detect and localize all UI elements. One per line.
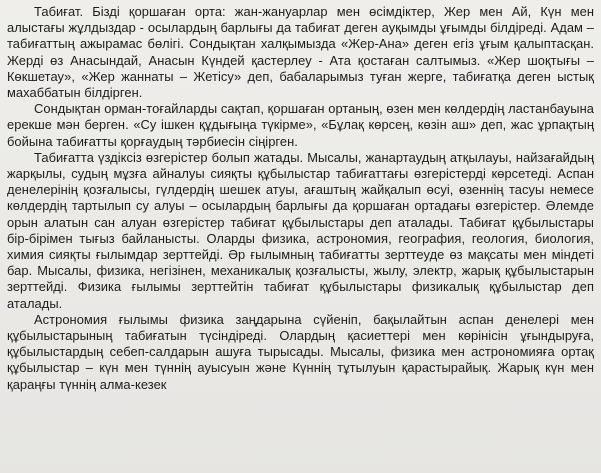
paragraph-phenomena: Табиғатта үздіксіз өзгерістер болып жатады. Мысалы, жанартаудың атқылауы, найзағайдың жарқылы, судың мұзға айналуы сияқты құбылыстар табиғаттағы өзгерістерді көрсетеді. Аспан денелерінің қозғалысы, гүлдердің шешек атуы, ағаштың жайқалып өсуі, өзеннің тасуы немесе көлдердің тартылып су алуы – осылардың барлығы да қоршаған ортадағы өзгерістер. Әлемде орын алатын сан алуан өзгерістер табиғат құбылыстары деп аталады. Табиғат құбылыстары бір-бірімен тығыз байланысты. Оларды физика, астрономия, география, геология, биология, химия сияқты ғылымдар зерттейді. Әр ғылымның табиғатты зерттеуде өз мақсаты мен міндеті бар. Мысалы, физика, негізінен, механикалық қозғалысты, жылу, электр, жарық құбылыстарын зерттейді. Физика ғылымы зерттейтін табиғат құбылыстары физикалық құбылыстар деп аталады. [7, 149, 594, 311]
paragraph-astronomy: Астрономия ғылымы физика заңдарына сүйеніп, бақылайтын аспан денелері мен құбылыстарының табиғатын түсіндіреді. Олардың қасиеттері мен көрінісін ұғындыруға, құбылыстардың себеп-салдарын ашуға тырысады. Мысалы, физика мен астрономияға ортақ құбылыстар – күн мен түннің ауысуын және Күннің тұтылуын қарастырайық. Жарық күн мен қараңғы түннің алма-кезек [7, 311, 594, 392]
paragraph-protection: Сондықтан орман-тоғайларды сақтап, қоршаған ортаның, өзен мен көлдердің ластанбауына ерекше мән берген. «Су ішкен құдығыңа түкірме», «Бұлақ көрсең, көзін аш» деп, жас ұрпақтың бойына табиғатты қорғаудың тәрбиесін сіңірген. [7, 101, 594, 149]
paragraph-nature-intro: Табиғат. Бізді қоршаған орта: жан-жануарлар мен өсімдіктер, Жер мен Ай, Күн мен алыстағы жұлдыздар - осылардың барлығы да табиғат деген ауқымды ұғымды білдіреді. Адам – табиғаттың ажырамас бөлігі. Сондықтан халқымызда «Жер-Ана» деген егіз ұғым қалыптасқан. Жерді өз Анасындай, Анасын Күндей қастерлеу - Ата қостаған салтымыз. «Жер шоқтығы – Көкшетау», «Жер жаннаты – Жетісу» деп, бабаларымыз туған жерге, табиғатқа деген ыстық махаббатын білдірген. [7, 4, 594, 101]
document-body [7, 4, 594, 393]
